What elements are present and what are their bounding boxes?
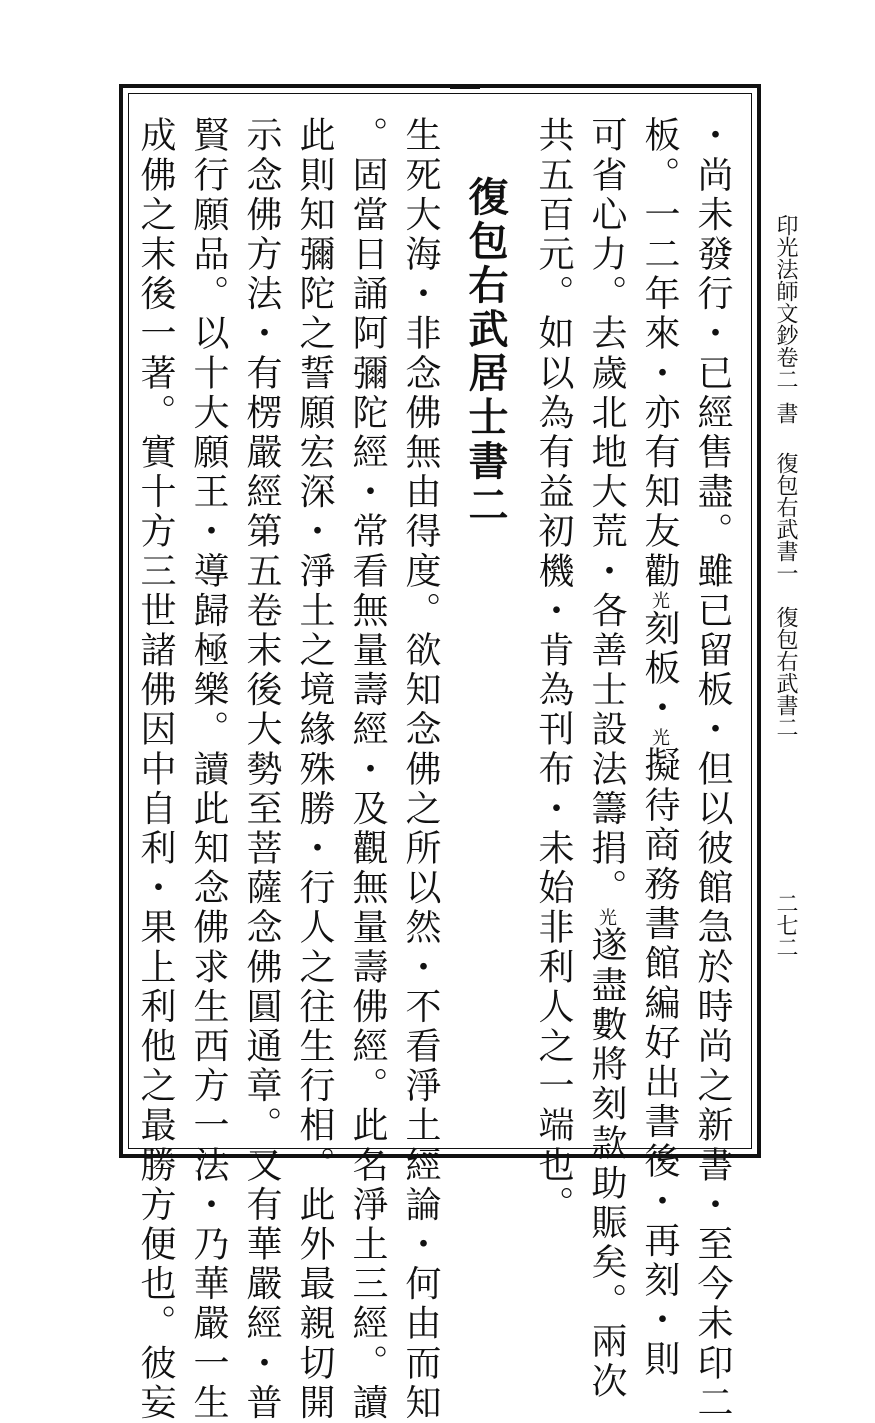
top-edge-mark [450, 85, 480, 89]
text-column-3: 可省心力。去歲北地大荒・各善士設法籌捐。光遂盡數將刻款助賑矣。兩次 [586, 116, 627, 1402]
text-column-1: ・尚未發行・已經售盡。雖已留板・但以彼館急於時尚之新書・至今未印二 [692, 116, 733, 1423]
letter-title: 復包右武居士書二 [462, 176, 509, 528]
text-column-7: 。固當日誦阿彌陀經・常看無量壽經・及觀無量壽佛經。此名淨土三經。讀 [347, 116, 388, 1423]
book-title: 印光法師文鈔卷二 [773, 214, 798, 390]
text-column-9: 示念佛方法・有楞嚴經第五卷末後大勢至菩薩念佛圓通章。又有華嚴經・普 [241, 116, 282, 1423]
text-column-2: 板。一二年來・亦有知友勸光刻板・光擬待商務書館編好出書後・再刻・則 [639, 116, 680, 1380]
text-column-6: 生死大海・非念佛無由得度。欲知念佛之所以然・不看淨土經論・何由而知 [400, 116, 441, 1423]
running-titles: 復包右武書一 復包右武書二 [773, 452, 798, 738]
text-column-8: 此則知彌陀之誓願宏深・淨土之境緣殊勝・行人之往生行相。此外最親切開 [294, 116, 335, 1423]
text-column-10: 賢行願品。以十大願王・導歸極樂。讀此知念佛求生西方一法・乃華嚴一生 [188, 116, 229, 1423]
page-number: 二七二 [773, 892, 798, 958]
text-column-11: 成佛之末後一著。實十方三世諸佛因中自利・果上利他之最勝方便也。彼妄 [135, 116, 176, 1423]
section-label: 書 [773, 402, 798, 424]
text-column-4: 共五百元。如以為有益初機・肯為刊布・未始非利人之一端也。 [533, 116, 574, 1225]
